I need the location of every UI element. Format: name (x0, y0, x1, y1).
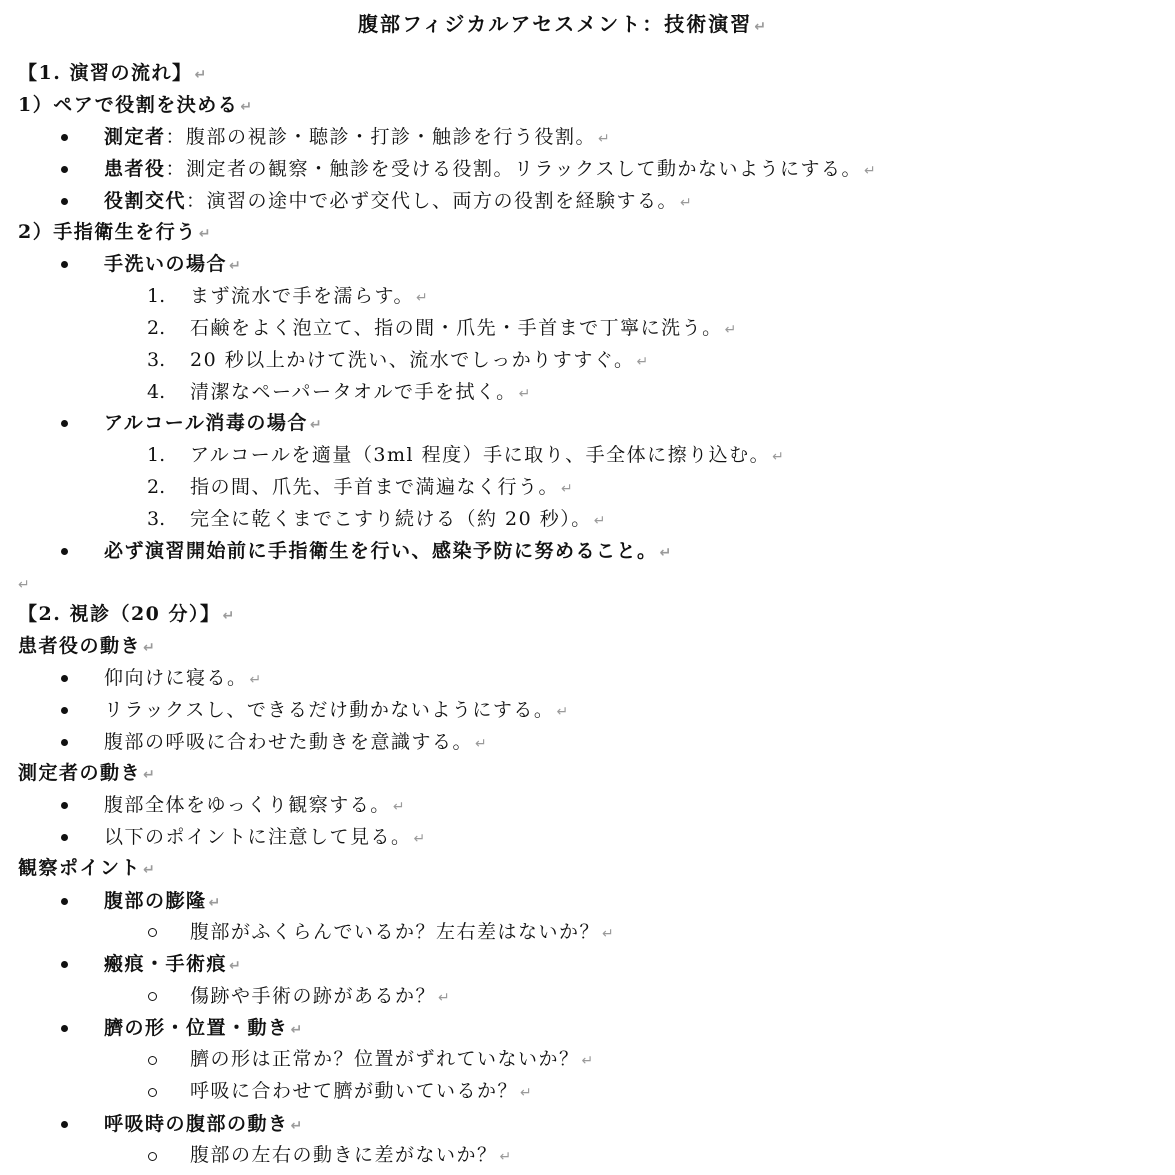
bullet-icon (61, 961, 68, 968)
bullet-icon (61, 707, 68, 714)
step-number: 2. (147, 476, 166, 498)
patient-item (104, 666, 261, 690)
paragraph-mark: ↵ (198, 226, 211, 242)
bullet-icon (61, 739, 68, 746)
alcohol-label-text: アルコール消毒の場合 (104, 412, 308, 434)
paragraph-mark: ↵ (602, 926, 614, 942)
section2-heading (18, 602, 234, 626)
role-term: 役割交代 (104, 190, 187, 212)
role-item-patient (104, 157, 876, 181)
bullet-icon (61, 420, 68, 427)
bullet-icon (61, 1025, 68, 1032)
paragraph-mark: ↵ (593, 513, 606, 529)
role-item-examiner (104, 125, 610, 149)
paragraph-mark: ↵ (438, 990, 450, 1006)
sub-item-text: 腹部がふくらんでいるか？左右差はないか？ (190, 921, 601, 943)
paragraph-mark: ↵ (598, 131, 610, 147)
paragraph-mark: ↵ (659, 545, 672, 561)
hygiene-note (104, 539, 671, 563)
paragraph-mark: ↵ (520, 1085, 532, 1101)
paragraph-mark: ↵ (143, 862, 155, 878)
paragraph-mark: ↵ (724, 322, 737, 338)
step-number: 3. (147, 508, 166, 530)
bullet-icon (61, 166, 68, 173)
bullet-icon (61, 802, 68, 809)
point-label (104, 1112, 302, 1136)
bullet-icon (61, 198, 68, 205)
point-sub-item (190, 1047, 593, 1071)
paragraph-mark: ↵ (754, 19, 766, 35)
paragraph-mark: ↵ (249, 672, 262, 688)
paragraph-mark: ↵ (415, 290, 428, 306)
paragraph-mark: ↵ (518, 386, 531, 402)
paragraph-mark: ↵ (222, 608, 235, 624)
bullet-icon (61, 1121, 68, 1128)
step-text: 指の間、爪先、手首まで満遍なく行う。 (190, 476, 560, 498)
role-item-switch (104, 189, 692, 213)
empty-paragraph (16, 571, 30, 595)
paragraph-mark: ↵ (229, 258, 241, 274)
paragraph-mark: ↵ (18, 577, 30, 593)
paragraph-mark: ↵ (143, 640, 155, 656)
item-text: 以下のポイントに注意して見る。 (104, 826, 412, 848)
paragraph-mark: ↵ (475, 736, 487, 752)
examiner-heading-text: 測定者の動き (18, 762, 142, 784)
paragraph-mark: ↵ (309, 417, 322, 433)
handwash-step (190, 284, 428, 308)
alcohol-step (190, 507, 606, 531)
paragraph-mark: ↵ (772, 449, 784, 465)
points-heading (18, 856, 155, 880)
paragraph-mark: ↵ (561, 481, 573, 497)
examiner-item (104, 825, 425, 849)
step-text: 石鹸をよく泡立て、指の間・爪先・手首まで丁寧に洗う。 (190, 317, 723, 339)
section1-heading (18, 61, 206, 85)
paragraph-mark: ↵ (863, 163, 876, 179)
point-label-text: 腹部の膨隆 (104, 890, 207, 912)
step-number: 1. (147, 444, 166, 466)
point-sub-item (190, 920, 614, 944)
paragraph-mark: ↵ (194, 67, 207, 83)
circle-bullet-icon (148, 1056, 157, 1065)
paragraph-mark: ↵ (229, 958, 241, 974)
alcohol-label (104, 411, 322, 435)
handwash-step (190, 316, 736, 340)
point-sub-item (190, 1143, 511, 1167)
item-text: 仰向けに寝る。 (104, 667, 248, 689)
bullet-icon (61, 834, 68, 841)
paragraph-mark: ↵ (499, 1149, 512, 1165)
point-label (104, 889, 220, 913)
sub-item-text: 呼吸に合わせて臍が動いているか？ (190, 1080, 519, 1102)
paragraph-mark: ↵ (290, 1118, 303, 1134)
sub-item-text: 腹部の左右の動きに差がないか？ (190, 1144, 498, 1166)
paragraph-mark: ↵ (290, 1022, 303, 1038)
bullet-icon (61, 675, 68, 682)
point-label-text: 瘢痕・手術痕 (104, 953, 228, 975)
sub-item-text: 臍の形は正常か？位置がずれていないか？ (190, 1048, 580, 1070)
alcohol-step (190, 443, 784, 467)
title-text: 腹部フィジカルアセスメント：技術演習 (358, 12, 753, 36)
paragraph-mark: ↵ (680, 195, 692, 211)
bullet-icon (61, 898, 68, 905)
handwash-step (190, 348, 648, 372)
section1-heading-text: 【1. 演習の流れ】 (18, 62, 193, 84)
paragraph-mark: ↵ (636, 354, 649, 370)
bullet-icon (61, 261, 68, 268)
point-label (104, 1016, 302, 1040)
bullet-icon (61, 548, 68, 555)
step-number: 2. (147, 317, 166, 339)
handwash-step (190, 380, 530, 404)
section2-heading-text: 【2. 視診（20 分）】 (18, 603, 221, 625)
patient-item (104, 730, 487, 754)
document-title (358, 12, 766, 36)
point-sub-item (190, 984, 450, 1008)
step2-heading (18, 220, 210, 244)
patient-heading (18, 634, 155, 658)
paragraph-mark: ↵ (413, 831, 426, 847)
step1-heading-text: 1）ペアで役割を決める (18, 94, 239, 116)
role-desc: ：測定者の観察・触診を受ける役割。リラックスして動かないようにする。 (165, 158, 862, 180)
handwash-label-text: 手洗いの場合 (104, 253, 228, 275)
circle-bullet-icon (148, 1088, 157, 1097)
examiner-item (104, 793, 405, 817)
circle-bullet-icon (148, 928, 157, 937)
step-text: アルコールを適量（3ml 程度）手に取り、手全体に擦り込む。 (190, 444, 771, 466)
point-sub-item (190, 1079, 532, 1103)
handwash-label (104, 252, 241, 276)
step-text: まず流水で手を濡らす。 (190, 285, 414, 307)
role-desc: ：演習の途中で必ず交代し、両方の役割を経験する。 (186, 190, 679, 212)
patient-heading-text: 患者役の動き (18, 635, 142, 657)
bullet-icon (61, 134, 68, 141)
step-number: 3. (147, 349, 166, 371)
paragraph-mark: ↵ (143, 767, 155, 783)
circle-bullet-icon (148, 1152, 157, 1161)
paragraph-mark: ↵ (208, 895, 221, 911)
hygiene-note-text: 必ず演習開始前に手指衛生を行い、感染予防に努めること。 (104, 540, 658, 562)
role-term: 患者役 (104, 158, 166, 180)
circle-bullet-icon (148, 992, 157, 1001)
step-text: 清潔なペーパータオルで手を拭く。 (190, 381, 517, 403)
role-desc: ：腹部の視診・聴診・打診・触診を行う役割。 (165, 126, 597, 148)
paragraph-mark: ↵ (240, 99, 253, 115)
paragraph-mark: ↵ (581, 1053, 594, 1069)
patient-item (104, 698, 568, 722)
role-term: 測定者 (104, 126, 166, 148)
step-text: 20 秒以上かけて洗い、流水でしっかりすすぐ。 (190, 349, 635, 371)
points-heading-text: 観察ポイント (18, 857, 142, 879)
step-number: 4. (147, 381, 166, 403)
item-text: 腹部の呼吸に合わせた動きを意識する。 (104, 731, 474, 753)
examiner-heading (18, 761, 155, 785)
step-text: 完全に乾くまでこすり続ける（約 20 秒）。 (190, 508, 592, 530)
item-text: 腹部全体をゆっくり観察する。 (104, 794, 391, 816)
point-label (104, 952, 241, 976)
alcohol-step (190, 475, 573, 499)
paragraph-mark: ↵ (556, 704, 569, 720)
point-label-text: 臍の形・位置・動き (104, 1017, 289, 1039)
paragraph-mark: ↵ (392, 799, 405, 815)
sub-item-text: 傷跡や手術の跡があるか？ (190, 985, 437, 1007)
item-text: リラックスし、できるだけ動かないようにする。 (104, 699, 555, 721)
step-number: 1. (147, 285, 166, 307)
step2-heading-text: 2）手指衛生を行う (18, 221, 197, 243)
step1-heading (18, 93, 252, 117)
point-label-text: 呼吸時の腹部の動き (104, 1113, 289, 1135)
